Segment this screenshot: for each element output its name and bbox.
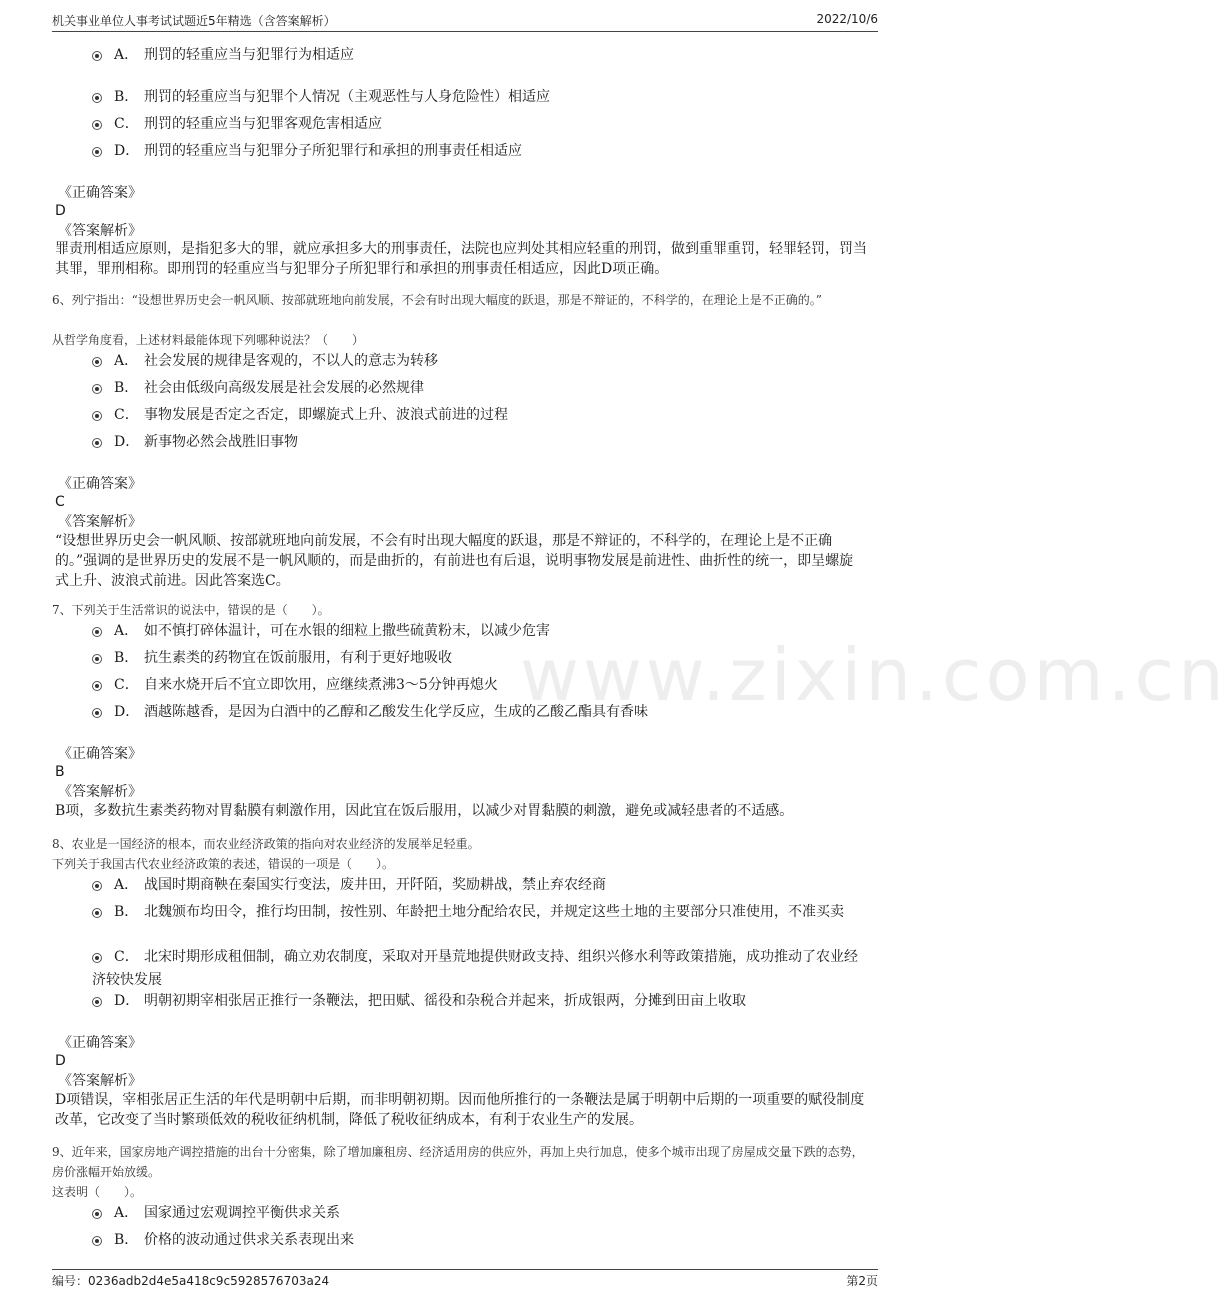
q8-option-c[interactable]: C． 北宋时期形成租佃制，确立劝农制度，采取对开垦荒地提供财政支持、组织兴修水利等政策措施，成功推动了农业经济较快发展	[92, 949, 858, 988]
q5-option-d[interactable]: D． 刑罚的轻重应当与犯罪分子所犯罪行和承担的刑事责任相适应	[92, 140, 862, 163]
page-number: 第2页	[846, 1274, 878, 1288]
radio-icon[interactable]	[92, 708, 102, 718]
correct-answer-label: 《正确答案》	[58, 746, 142, 762]
q6-stem: 6、列宁指出：“设想世界历史会一帆风顺、按部就班地向前发展，不会有时出现大幅度的跃退，那是不辩证的，不科学的，在理论上是不正确的。”	[52, 293, 822, 307]
q8-option-a[interactable]: A． 战国时期商鞅在秦国实行变法，废井田，开阡陌，奖励耕战，禁止弃农经商	[92, 874, 862, 897]
radio-icon[interactable]	[92, 1209, 102, 1219]
q8-prompt: 下列关于我国古代农业经济政策的表述，错误的一项是（ ）。	[52, 857, 395, 871]
q9-stem: 9、近年来，国家房地产调控措施的出台十分密集，除了增加廉租房、经济适用房的供应外，再加上央行加息，使多个城市出现了房屋成交量下跌的态势，房价涨幅开始放缓。	[52, 1145, 864, 1179]
radio-icon[interactable]	[92, 1236, 102, 1246]
correct-answer-label: 《正确答案》	[58, 1035, 142, 1051]
radio-icon[interactable]	[92, 411, 102, 421]
radio-icon[interactable]	[92, 908, 102, 918]
q5-option-a[interactable]: A． 刑罚的轻重应当与犯罪行为相适应	[92, 44, 862, 67]
q6-option-d[interactable]: D． 新事物必然会战胜旧事物	[92, 431, 862, 454]
analysis-label: 《答案解析》	[58, 223, 142, 239]
q9-prompt: 这表明（ ）。	[52, 1185, 143, 1199]
q6-option-a[interactable]: A． 社会发展的规律是客观的，不以人的意志为转移	[92, 350, 862, 373]
q7-option-b[interactable]: B． 抗生素类的药物宜在饭前服用，有利于更好地吸收	[92, 647, 862, 670]
footer-divider	[52, 1269, 878, 1270]
radio-icon[interactable]	[92, 654, 102, 664]
radio-icon[interactable]	[92, 681, 102, 691]
document-title: 机关事业单位人事考试试题近5年精选（含答案解析）	[52, 14, 336, 28]
radio-icon[interactable]	[92, 627, 102, 637]
header-divider	[52, 31, 878, 32]
q7-stem: 7、下列关于生活常识的说法中，错误的是（ ）。	[52, 603, 330, 617]
radio-icon[interactable]	[92, 997, 102, 1007]
q6-option-c[interactable]: C． 事物发展是否定之否定，即螺旋式上升、波浪式前进的过程	[92, 404, 862, 427]
radio-icon[interactable]	[92, 438, 102, 448]
correct-answer-label: 《正确答案》	[58, 476, 142, 492]
analysis-label: 《答案解析》	[58, 514, 142, 530]
q9-option-a[interactable]: A． 国家通过宏观调控平衡供求关系	[92, 1202, 862, 1225]
q8-option-d[interactable]: D． 明朝初期宰相张居正推行一条鞭法，把田赋、徭役和杂税合并起来，折成银两，分摊到田亩上收取	[92, 990, 862, 1013]
q5-option-b[interactable]: B． 刑罚的轻重应当与犯罪个人情况（主观恶性与人身危险性）相适应	[92, 86, 862, 109]
q6-prompt: 从哲学角度看，上述材料最能体现下列哪种说法？（ ）	[52, 333, 365, 347]
q6-option-b[interactable]: B． 社会由低级向高级发展是社会发展的必然规律	[92, 377, 862, 400]
analysis-label: 《答案解析》	[58, 784, 142, 800]
q7-option-a[interactable]: A． 如不慎打碎体温计，可在水银的细粒上撒些硫黄粉末，以减少危害	[92, 620, 862, 643]
radio-icon[interactable]	[92, 51, 102, 61]
correct-answer-label: 《正确答案》	[58, 185, 142, 201]
q6-analysis: “设想世界历史会一帆风顺、按部就班地向前发展，不会有时出现大幅度的跃退，那是不辩证的，不科学的，在理论上是不正确的。”强调的是世界历史的发展不是一帆风顺的，而是曲折的，有前进也有后退，说明事物发展是前进性、曲折性的统一，即呈螺旋式上升、波浪式前进。因此答案选C。	[55, 533, 854, 589]
radio-icon[interactable]	[92, 93, 102, 103]
q8-analysis: D项错误，宰相张居正生活的年代是明朝中后期，而非明朝初期。因而他所推行的一条鞭法是属于明朝中后期的一项重要的赋役制度改革，它改变了当时繁琐低效的税收征纳机制，降低了税收征纳成本，有利于农业生产的发展。	[55, 1092, 865, 1128]
radio-icon[interactable]	[92, 384, 102, 394]
page-footer	[52, 1272, 878, 1290]
q7-analysis: B项，多数抗生素类药物对胃黏膜有刺激作用，因此宜在饭后服用，以减少对胃黏膜的刺激，避免或减轻患者的不适感。	[55, 803, 794, 819]
q9-option-b[interactable]: B． 价格的波动通过供求关系表现出来	[92, 1229, 862, 1252]
q5-analysis: 罪责刑相适应原则，是指犯多大的罪，就应承担多大的刑事责任，法院也应判处其相应轻重的刑罚，做到重罪重罚，轻罪轻罚，罚当其罪，罪刑相称。即刑罚的轻重应当与犯罪分子所犯罪行和承担的刑事责任相适应，因此D项正确。	[55, 241, 867, 277]
document-date: 2022/10/6	[816, 12, 878, 26]
q8-answer: D	[55, 1053, 66, 1069]
radio-icon[interactable]	[92, 120, 102, 130]
radio-icon[interactable]	[92, 881, 102, 891]
page-header	[52, 12, 878, 32]
q6-answer: C	[55, 494, 65, 510]
q7-option-c[interactable]: C． 自来水烧开后不宜立即饮用，应继续煮沸3～5分钟再熄火	[92, 674, 862, 697]
q8-stem: 8、农业是一国经济的根本，而农业经济政策的指向对农业经济的发展举足轻重。	[52, 837, 480, 851]
document-code: 编号：0236adb2d4e5a418c9c5928576703a24	[52, 1274, 330, 1288]
radio-icon[interactable]	[92, 147, 102, 157]
analysis-label: 《答案解析》	[58, 1073, 142, 1089]
q5-answer: D	[55, 203, 66, 219]
q7-option-d[interactable]: D． 酒越陈越香，是因为白酒中的乙醇和乙酸发生化学反应，生成的乙酸乙酯具有香味	[92, 701, 862, 724]
q7-answer: B	[55, 764, 65, 780]
radio-icon[interactable]	[92, 357, 102, 367]
q8-option-b[interactable]: B． 北魏颁布均田令，推行均田制，按性别、年龄把土地分配给农民，并规定这些土地的主要部分只准使用，不准买卖	[92, 901, 862, 924]
radio-icon[interactable]	[92, 953, 102, 963]
watermark: www.zixin.com.cn	[520, 633, 1228, 717]
q5-option-c[interactable]: C． 刑罚的轻重应当与犯罪客观危害相适应	[92, 113, 862, 136]
